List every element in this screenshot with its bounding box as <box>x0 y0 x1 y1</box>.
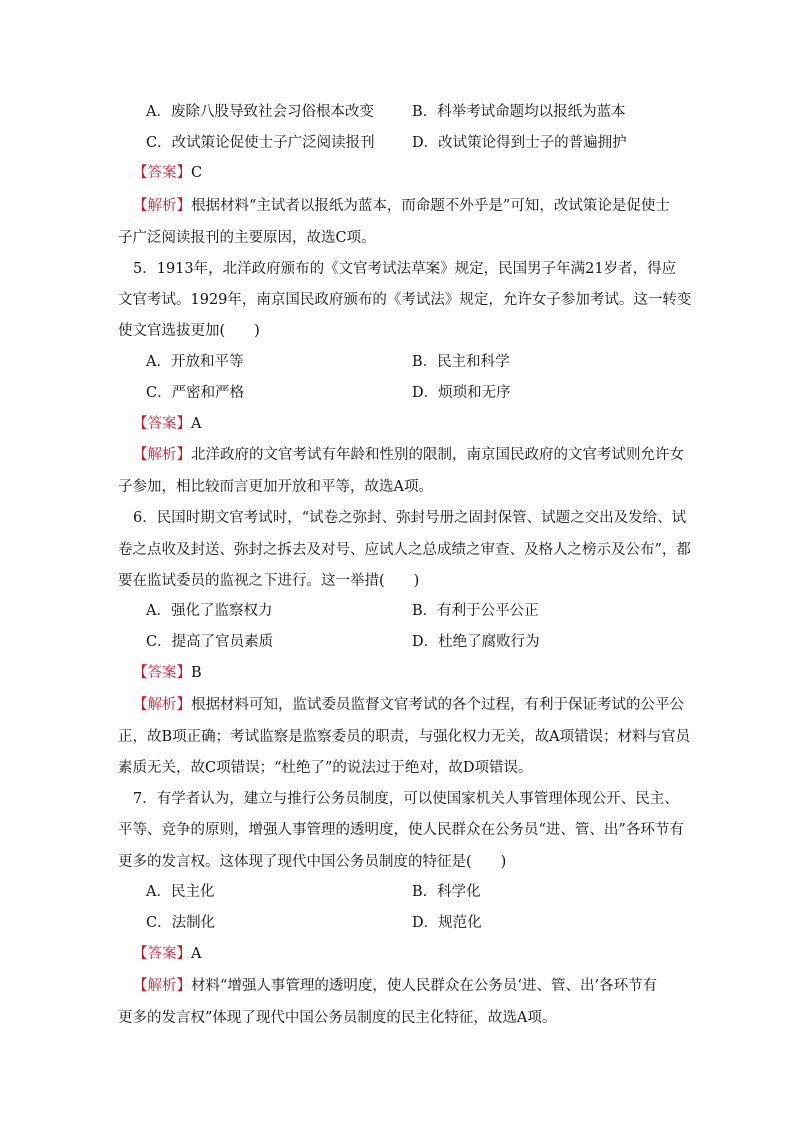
q5-answer <box>133 414 201 434</box>
q4-answer <box>133 163 202 183</box>
analysis-label: 【解析】 <box>133 978 191 994</box>
answer-label: 【答案】 <box>133 165 191 181</box>
q5-option-c: C．严密和严格 <box>146 385 245 401</box>
q6-answer <box>133 663 202 683</box>
q5-analysis-line-2: 子参加，相比较而言更加开放和平等，故选A项。 <box>118 479 433 495</box>
q5-stem-line-3: 使文官选拔更加( ) <box>118 323 260 339</box>
q7-option-a: A．民主化 <box>146 884 215 900</box>
q6-option-b: B．有利于公平公正 <box>412 603 539 619</box>
q6-analysis-line-3: 素质无关，故C项错误；“杜绝了”的说法过于绝对，故D项错误。 <box>118 760 533 776</box>
q7-answer <box>133 944 201 964</box>
q6-analysis-line-2: 正，故B项正确；考试监察是监察委员的职责，与强化权力无关，故A项错误；材料与官员 <box>118 729 691 745</box>
q6-option-a: A．强化了监察权力 <box>146 603 273 619</box>
q7-stem-line-2: 平等、竞争的原则，增强人事管理的透明度，使人民群众在公务员“进、管、出”各环节有 <box>118 822 684 838</box>
q6-stem-line-3: 要在监试委员的监视之下进行。这一举措( ) <box>118 573 420 589</box>
q6-option-c: C．提高了官员素质 <box>146 634 274 650</box>
q4-option-c: C．改试策论促使士子广泛阅读报刊 <box>146 135 375 151</box>
q5-stem-line-1: 5．1913年，北洋政府颁布的《文官考试法草案》规定，民国男子年满21岁者，得应 <box>133 261 677 277</box>
answer-label: 【答案】 <box>133 416 191 432</box>
q5-analysis-line-1: 【解析】北洋政府的文官考试有年龄和性别的限制，南京国民政府的文官考试则允许女 <box>133 447 684 463</box>
q7-option-c: C．法制化 <box>146 915 216 931</box>
q6-stem-line-2: 卷之点收及封送、弥封之拆去及对号、应试人之总成绩之审查、及格人之榜示及公布”，都 <box>118 542 691 558</box>
q5-option-b: B．民主和科学 <box>412 354 510 370</box>
q7-option-d: D．规范化 <box>412 915 482 931</box>
analysis-label: 【解析】 <box>133 697 191 713</box>
answer-label: 【答案】 <box>133 665 191 681</box>
answer-value: A <box>191 946 202 962</box>
analysis-label: 【解析】 <box>133 198 191 214</box>
answer-value: A <box>191 416 202 432</box>
q4-option-d: D．改试策论得到士子的普遍拥护 <box>412 135 627 151</box>
q5-stem-line-2: 文官考试。1929年，南京国民政府颁布的《考试法》规定，允许女子参加考试。这一转变 <box>118 292 692 308</box>
q7-stem-line-1: 7．有学者认为，建立与推行公务员制度，可以使国家机关人事管理体现公开、民主、 <box>133 791 679 807</box>
q5-option-d: D．烦琐和无序 <box>412 385 511 401</box>
q7-analysis-line-2: 更多的发言权”体现了现代中国公务员制度的民主化特征，故选A项。 <box>118 1010 557 1026</box>
q5-option-a: A．开放和平等 <box>146 354 244 370</box>
analysis-label: 【解析】 <box>133 447 191 463</box>
answer-value: C <box>191 165 203 181</box>
q4-analysis-line-1: 【解析】根据材料“主试者以报纸为蓝本，而命题不外乎是”可知，改试策论是促使士 <box>133 198 670 214</box>
q7-option-b: B．科学化 <box>412 884 481 900</box>
q6-stem-line-1: 6．民国时期文官考试时，“试卷之弥封、弥封号册之固封保管、试题之交出及发给、试 <box>133 510 687 526</box>
q4-option-b: B．科举考试命题均以报纸为蓝本 <box>412 104 626 120</box>
q7-stem-line-3: 更多的发言权。这体现了现代中国公务员制度的特征是( ) <box>118 854 507 870</box>
q4-option-a: A．废除八股导致社会习俗根本改变 <box>146 104 374 120</box>
answer-value: B <box>191 665 202 681</box>
q6-analysis-line-1: 【解析】根据材料可知，监试委员监督文官考试的各个过程，有利于保证考试的公平公 <box>133 697 684 713</box>
q7-analysis-line-1: 【解析】材料“增强人事管理的透明度，使人民群众在公务员‘进、管、出’各环节有 <box>133 978 658 994</box>
answer-label: 【答案】 <box>133 946 191 962</box>
q6-option-d: D．杜绝了腐败行为 <box>412 634 540 650</box>
q4-analysis-line-2: 子广泛阅读报刊的主要原因，故选C项。 <box>118 230 376 246</box>
